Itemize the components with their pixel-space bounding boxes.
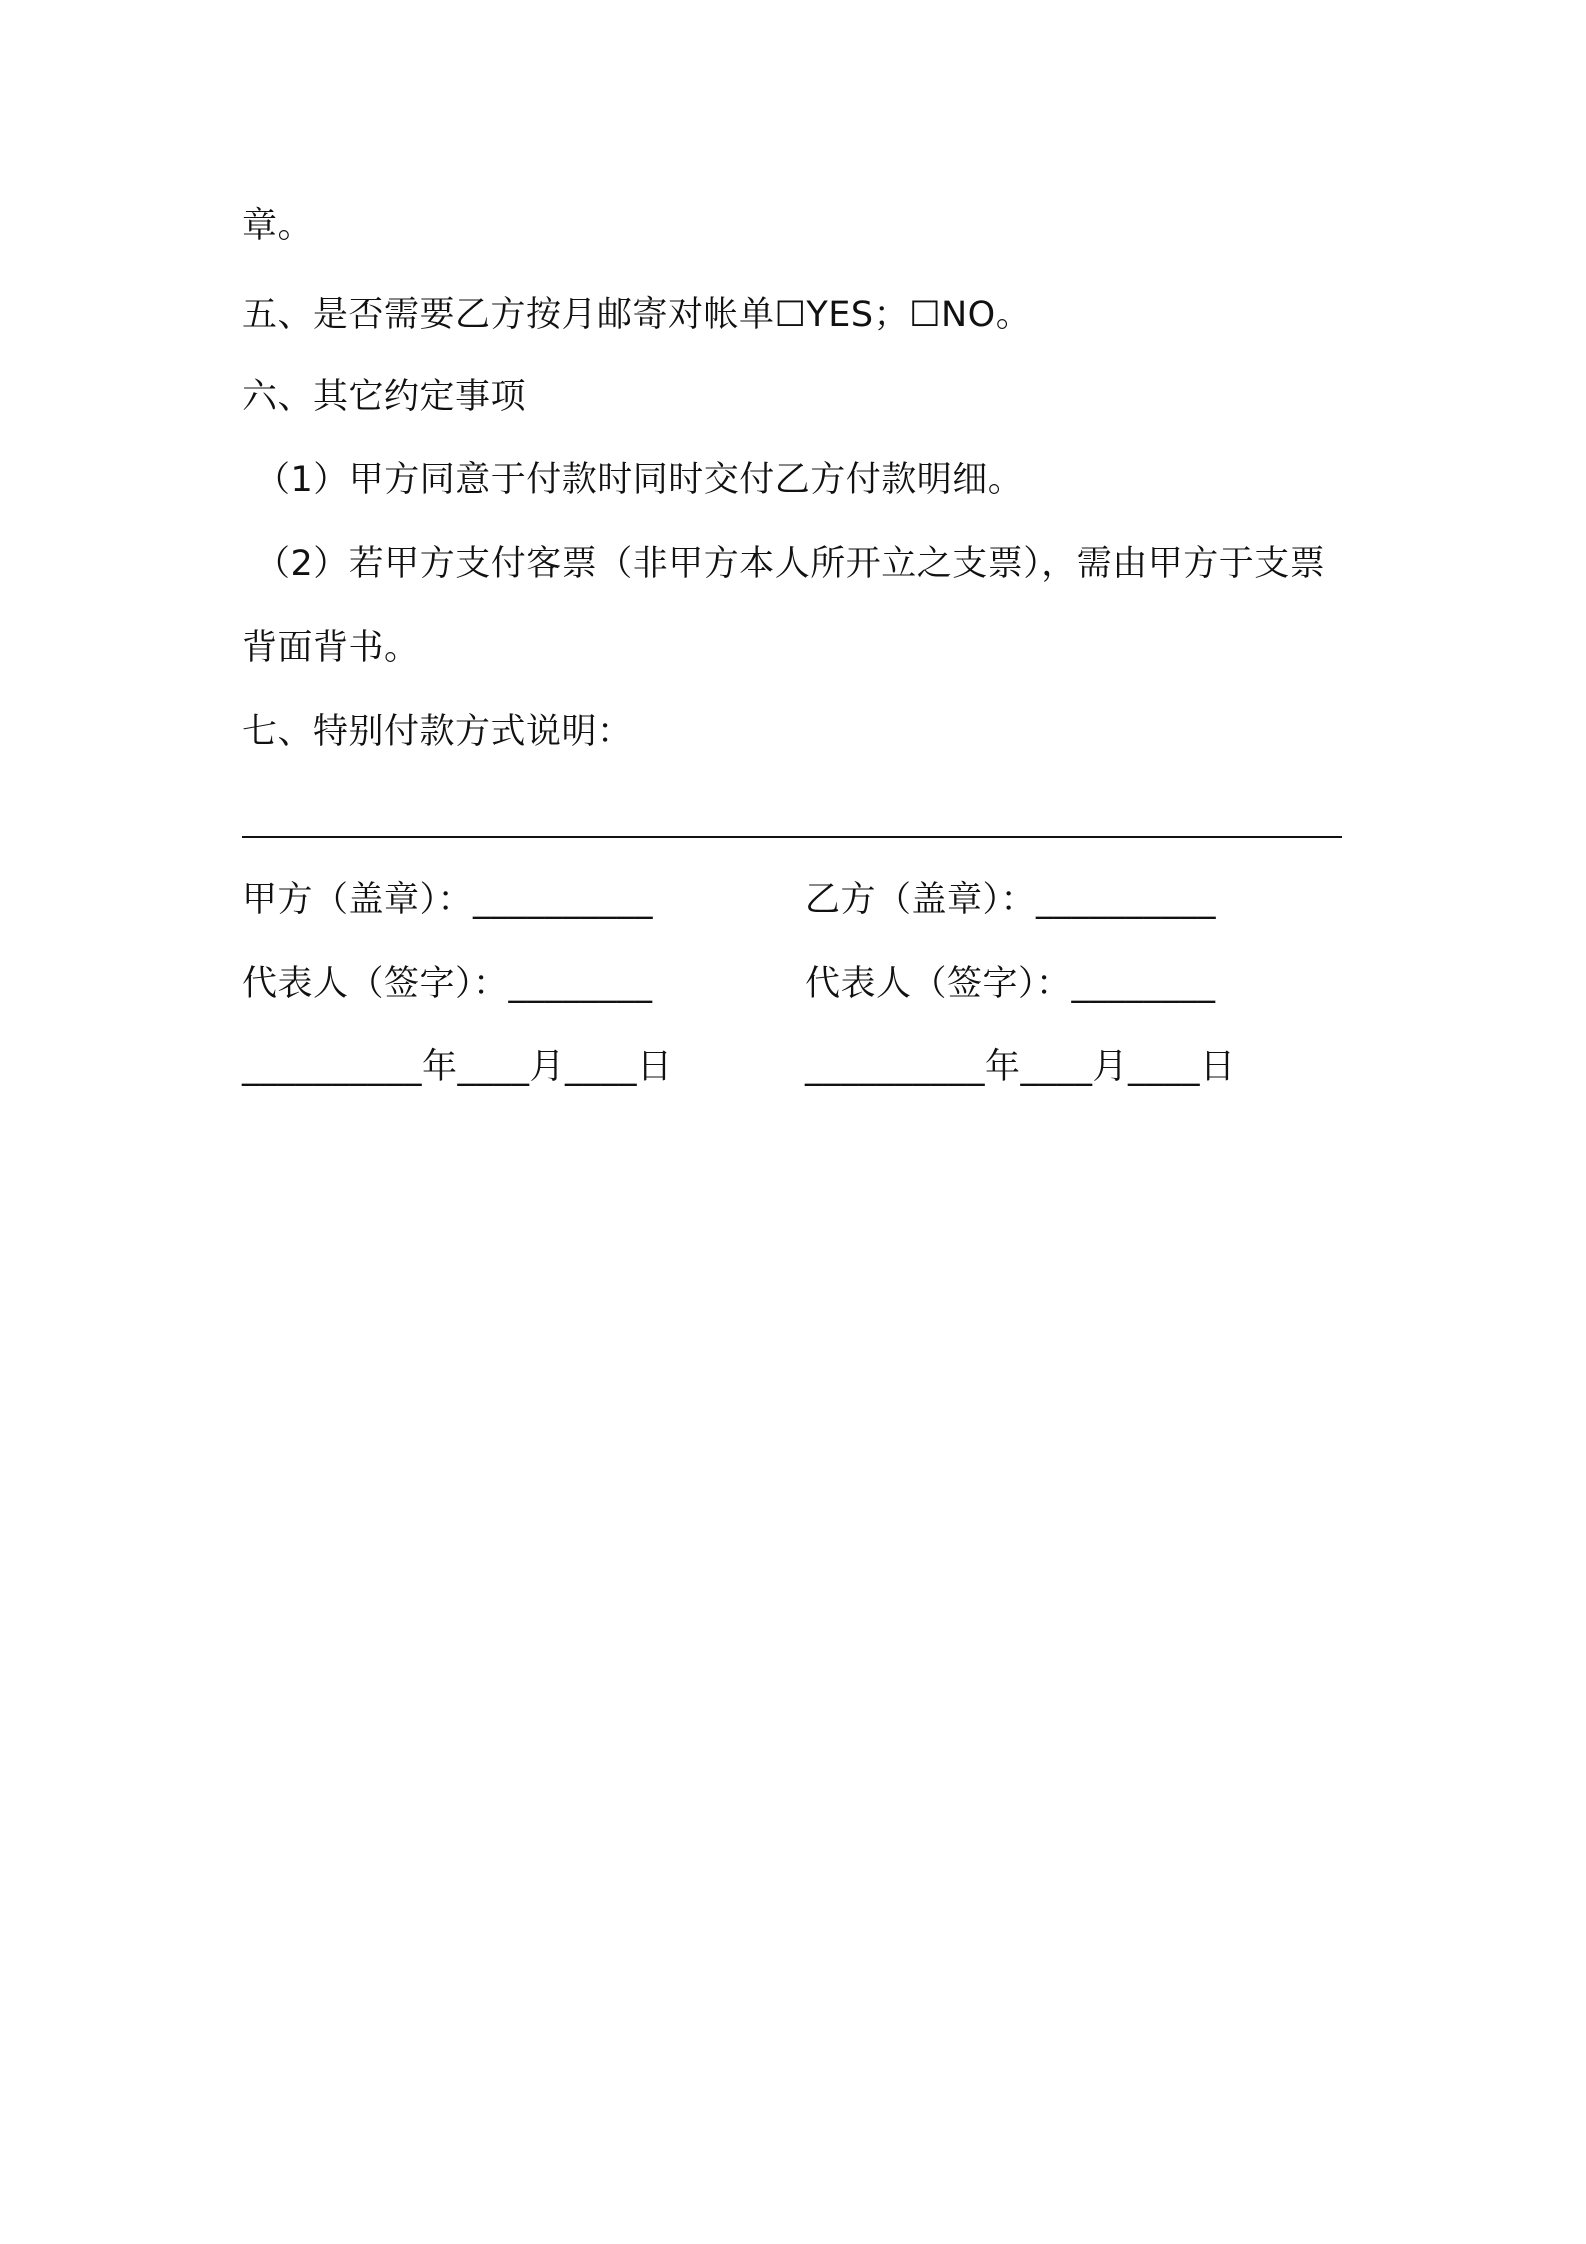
party-b-date-field: __________年____月____日 (805, 1047, 1236, 1087)
continuation-text: 章。 (242, 206, 314, 246)
item-6-clause-2-line-1: （2）若甲方支付客票（非甲方本人所开立之支票），需由甲方于支票 (255, 544, 1326, 584)
item-7-heading: 七、特别付款方式说明： (242, 712, 633, 752)
item-6-clause-2-line-2: 背面背书。 (242, 628, 420, 668)
party-b-seal-field: 乙方（盖章）：__________ (805, 880, 1217, 920)
blank-fill-line (242, 836, 1342, 838)
item-6-clause-1: （1）甲方同意于付款时同时交付乙方付款明细。 (255, 460, 1024, 500)
item-5-statement-option: 五、是否需要乙方按月邮寄对帐单☐YES；☐NO。 (242, 295, 1032, 335)
party-a-date-field: __________年____月____日 (242, 1047, 673, 1087)
item-6-heading: 六、其它约定事项 (242, 377, 527, 417)
party-a-seal-field: 甲方（盖章）：__________ (242, 880, 654, 920)
party-b-representative-field: 代表人（签字）：________ (805, 964, 1216, 1004)
party-a-representative-field: 代表人（签字）：________ (242, 964, 653, 1004)
